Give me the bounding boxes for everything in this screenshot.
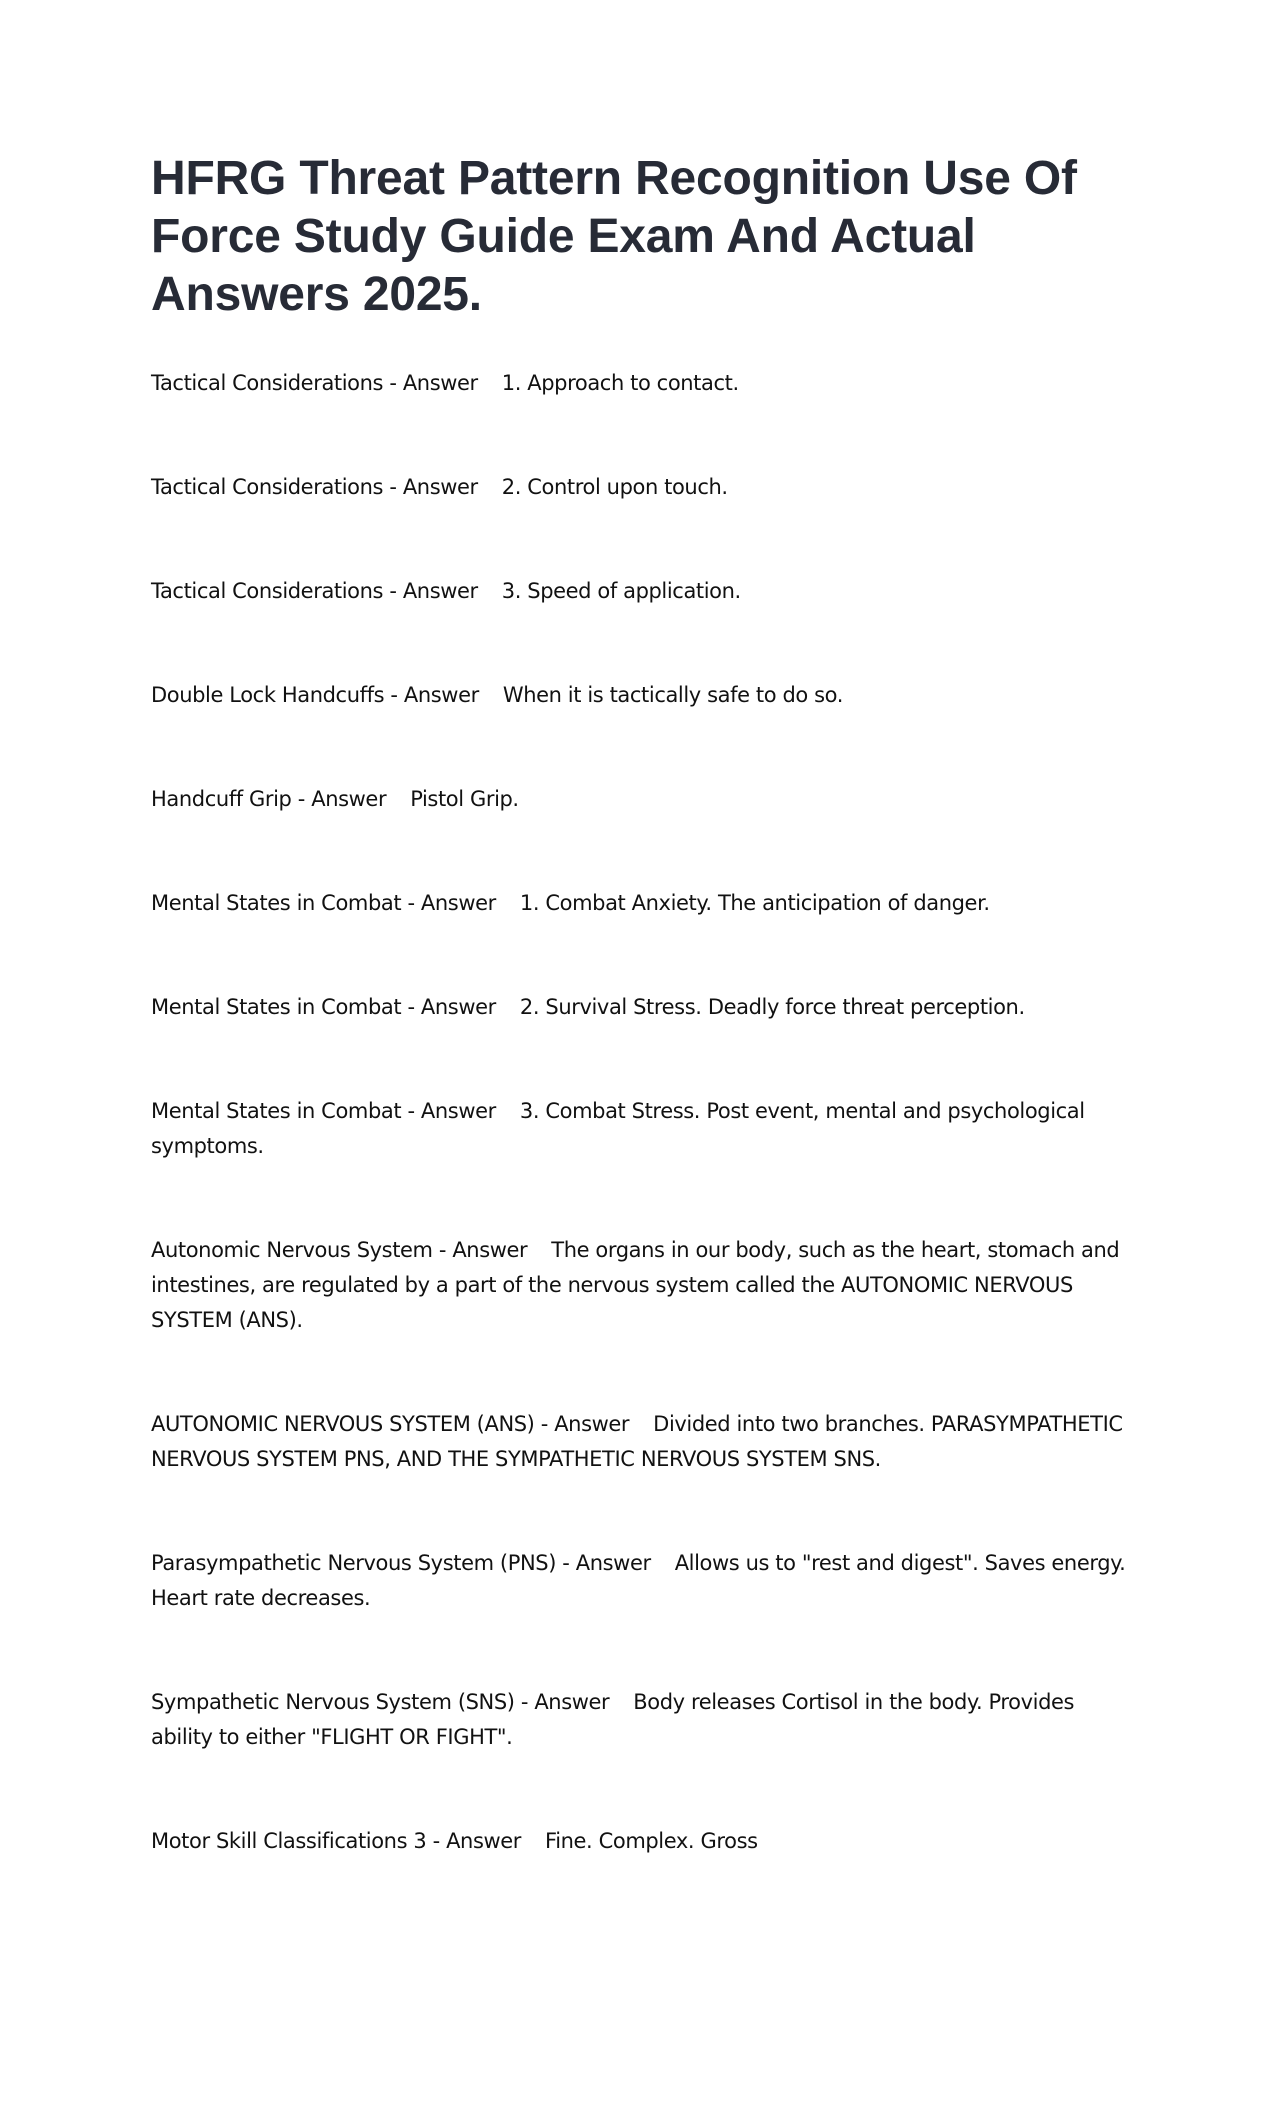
- qa-item: Double Lock Handcuffs - Answer When it is tactically safe to do so.: [151, 683, 844, 707]
- qa-answer: When it is tactically safe to do so.: [502, 683, 844, 707]
- qa-answer-label: Answer: [554, 1412, 630, 1436]
- qa-item: Handcuff Grip - Answer Pistol Grip.: [151, 787, 519, 811]
- qa-answer-label: Answer: [446, 1829, 522, 1853]
- qa-item: Tactical Considerations - Answer 1. Approach to contact.: [151, 371, 739, 395]
- qa-answer-label: Answer: [402, 475, 478, 499]
- qa-answer-label: Answer: [452, 1238, 528, 1262]
- qa-term: Handcuff Grip: [151, 787, 292, 811]
- qa-answer-label: Answer: [311, 787, 387, 811]
- qa-item: AUTONOMIC NERVOUS SYSTEM (ANS) - Answer Divided into two branches. PARASYMPATHETIC NERVOUS SYSTEM PNS, AND THE SYMPATHETIC NERVOUS SYSTEM SNS.: [151, 1412, 1123, 1471]
- qa-term: Double Lock Handcuffs: [151, 683, 385, 707]
- document-title: HFRG Threat Pattern Recognition Use Of Force Study Guide Exam And Actual Answers 2025.: [151, 152, 1077, 321]
- qa-item: Mental States in Combat - Answer 2. Survival Stress. Deadly force threat perception.: [151, 995, 1025, 1019]
- qa-item: Autonomic Nervous System - Answer The organs in our body, such as the heart, stomach and intestines, are regulated by a part of the nervous system called the AUTONOMIC NERVOUS SYSTEM (ANS).: [151, 1238, 1120, 1332]
- qa-answer-label: Answer: [534, 1690, 610, 1714]
- qa-answer: 2. Control upon touch.: [501, 475, 728, 499]
- qa-answer-label: Answer: [420, 891, 496, 915]
- qa-answer-label: Answer: [420, 1099, 496, 1123]
- qa-answer: Pistol Grip.: [410, 787, 519, 811]
- qa-list: [151, 366, 1130, 1859]
- qa-answer-label: Answer: [402, 579, 478, 603]
- qa-answer: Divided into two branches. PARASYMPATHETIC NERVOUS SYSTEM PNS, AND THE SYMPATHETIC NERVOUS SYSTEM SNS.: [151, 1412, 1123, 1471]
- qa-term: AUTONOMIC NERVOUS SYSTEM (ANS): [151, 1412, 535, 1436]
- qa-answer: 1. Combat Anxiety. The anticipation of danger.: [519, 891, 990, 915]
- qa-item: Tactical Considerations - Answer 3. Speed of application.: [151, 579, 741, 603]
- qa-term: Parasympathetic Nervous System (PNS): [151, 1551, 557, 1575]
- qa-term: Tactical Considerations: [151, 475, 384, 499]
- qa-answer: 3. Speed of application.: [501, 579, 741, 603]
- qa-item: Motor Skill Classifications 3 - Answer Fine. Complex. Gross: [151, 1829, 758, 1853]
- qa-term: Autonomic Nervous System: [151, 1238, 433, 1262]
- qa-item: Parasympathetic Nervous System (PNS) - Answer Allows us to "rest and digest". Saves energy. Heart rate decreases.: [151, 1551, 1126, 1610]
- qa-item: Mental States in Combat - Answer 3. Combat Stress. Post event, mental and psychological symptoms.: [151, 1099, 1085, 1158]
- qa-term: Motor Skill Classifications 3: [151, 1829, 427, 1853]
- qa-term: Tactical Considerations: [151, 579, 384, 603]
- qa-answer: 1. Approach to contact.: [501, 371, 739, 395]
- qa-answer: Fine. Complex. Gross: [545, 1829, 758, 1853]
- qa-term: Tactical Considerations: [151, 371, 384, 395]
- qa-item: Tactical Considerations - Answer 2. Control upon touch.: [151, 475, 728, 499]
- qa-answer: 2. Survival Stress. Deadly force threat perception.: [519, 995, 1025, 1019]
- qa-answer: Body releases Cortisol in the body. Provides ability to either "FLIGHT OR FIGHT".: [151, 1690, 1075, 1749]
- qa-term: Mental States in Combat: [151, 995, 402, 1019]
- qa-answer-label: Answer: [402, 371, 478, 395]
- qa-item: Sympathetic Nervous System (SNS) - Answer Body releases Cortisol in the body. Provides ability to either "FLIGHT OR FIGHT".: [151, 1690, 1075, 1749]
- qa-answer: 3. Combat Stress. Post event, mental and psychological symptoms.: [151, 1099, 1085, 1158]
- qa-term: Mental States in Combat: [151, 1099, 402, 1123]
- qa-term: Mental States in Combat: [151, 891, 402, 915]
- qa-answer: Allows us to "rest and digest". Saves energy. Heart rate decreases.: [151, 1551, 1126, 1610]
- qa-answer-label: Answer: [403, 683, 479, 707]
- qa-answer: The organs in our body, such as the heart, stomach and intestines, are regulated by a part of the nervous system called the AUTONOMIC NERVOUS SYSTEM (ANS).: [151, 1238, 1120, 1332]
- qa-answer-label: Answer: [420, 995, 496, 1019]
- qa-answer-label: Answer: [575, 1551, 651, 1575]
- qa-item: Mental States in Combat - Answer 1. Combat Anxiety. The anticipation of danger.: [151, 891, 990, 915]
- qa-term: Sympathetic Nervous System (SNS): [151, 1690, 515, 1714]
